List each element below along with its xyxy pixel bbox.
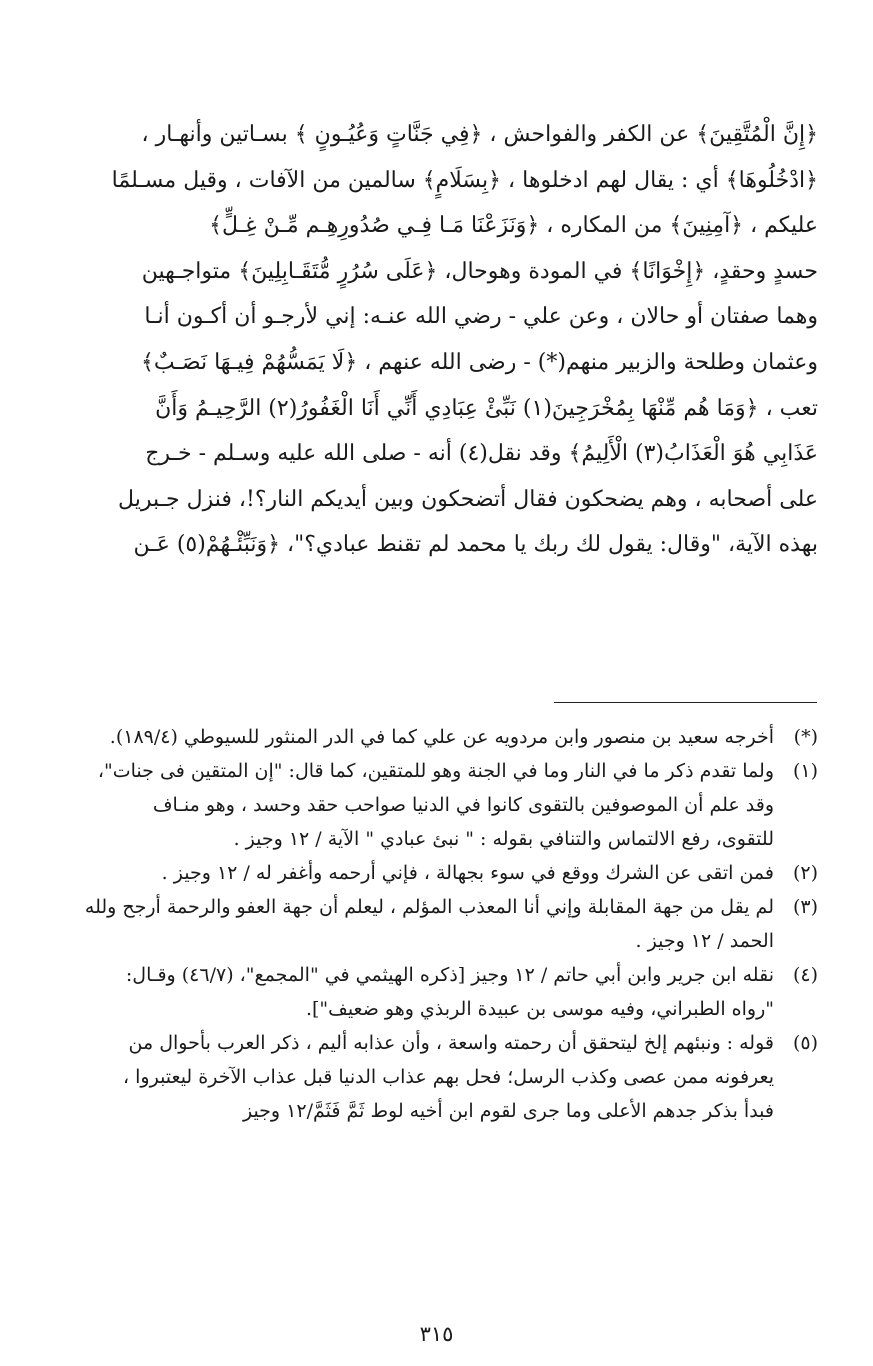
- body-line: وهما صفتان أو حالان ، وعن علي - رضي الله عنـه: إني لأرجـو أن أكـون أنـا: [144, 304, 818, 330]
- footnote-1: [76, 754, 818, 856]
- footnote-line: فمن اتقى عن الشرك ووقع في سوء بجهالة ، فإني أرحمه وأغفر له / ١٢ وجيز .: [161, 862, 774, 884]
- footnote-line: للتقوى، رفع الالتماس والتنافي بقوله : " نبئ عبادي " الآية / ١٢ وجيز .: [233, 828, 774, 850]
- footnote-line: الحمد / ١٢ وجيز .: [635, 930, 774, 952]
- footnote-mark: (١): [792, 760, 818, 782]
- footnote-divider: [554, 702, 817, 703]
- footnote-mark: (٥): [792, 1032, 818, 1054]
- footnote-mark: (٣): [792, 896, 818, 918]
- body-line: حسدٍ وحقدٍ، ﴿إِخْوَانًا﴾ في المودة وهوحال، ﴿عَلَى سُرُرٍ مُّتَقَـابِلِينَ﴾ متواجـهين: [141, 258, 818, 284]
- footnote-line: "رواه الطبراني، وفيه موسى بن عبيدة الربذي وهو ضعيف"].: [305, 998, 774, 1020]
- footnote-line: لم يقل من جهة المقابلة وإني أنا المعذب المؤلم ، ليعلم أن جهة العفو والرحمة أرجح ولله: [84, 896, 774, 918]
- footnote-3: [76, 890, 818, 958]
- footnote-line: ولما تقدم ذكر ما في النار وما في الجنة وهو للمتقين، كما قال: "إن المتقين فى جنات"،: [97, 760, 774, 782]
- page-number: ٣١٥: [419, 1322, 454, 1346]
- body-line: وعثمان وطلحة والزبير منهم(*) - رضى الله عنهم ، ﴿لَا يَمَسُّهُمْ فِيـهَا نَصَـبٌ﴾: [140, 349, 818, 375]
- footnote-line: وقد علم أن الموصوفين بالتقوى كانوا في الدنيا صواحب حقد وحسد ، وهو منـاف: [152, 794, 774, 816]
- footnote-2: [76, 856, 818, 890]
- footnote-line: نقله ابن جرير وابن أبي حاتم / ١٢ وجيز [ذكره الهيثمي في "المجمع"، (٤٦/٧) وقـال:: [125, 964, 774, 986]
- body-line: ﴿إِنَّ الْمُتَّقِينَ﴾ عن الكفر والفواحش ، ﴿فِي جَنَّاتٍ وَعُيُـونٍ ﴾ بسـاتين وأنهـار ،: [141, 122, 818, 147]
- footnote-mark: (*): [793, 726, 818, 748]
- footnote-4: [76, 958, 818, 1026]
- body-line: تعب ، ﴿وَمَا هُم مِّنْهَا بِمُخْرَجِينَ(١) نَبِّئْ عِبَادِي أَنِّي أَنَا الْغَفُورُ(٢) الرَّحِيـمُ وَأَنَّ: [155, 395, 818, 421]
- body-line: عَذَابِي هُوَ الْعَذَابُ(٣) الْأَلِيمُ﴾ وقد نقل(٤) أنه - صلى الله عليه وسـلم - خـرج: [145, 441, 818, 467]
- footnote-line: قوله : ونبئهم إلخ ليتحقق أن رحمته واسعة ، وأن عذابه أليم ، ذكر العرب بأحوال من: [128, 1032, 774, 1054]
- body-line: على أصحابه ، وهم يضحكون فقال أتضحكون وبين أيديكم النار؟!، فنزل جـبريل: [118, 486, 818, 512]
- body-line: عليكم ، ﴿آمِنِينَ﴾ من المكاره ، ﴿وَنَزَعْنَا مَـا فِـي صُدُورِهِـم مِّـنْ غِـلٍّ﴾: [209, 213, 818, 239]
- footnotes: [76, 720, 818, 1128]
- footnote-5: [76, 1026, 818, 1128]
- footnote-mark: (٤): [792, 964, 818, 986]
- footnote-line: أخرجه سعيد بن منصور وابن مردويه عن علي كما في الدر المنثور للسيوطي (١٨٩/٤).: [109, 726, 774, 748]
- footnote-star: [76, 720, 818, 754]
- main-body-text: [76, 112, 818, 568]
- footnote-line: فبدأ بذكر جدهم الأعلى وما جرى لقوم ابن أخيه لوط ثَمَّ فَثَمَّ/١٢ وجيز: [242, 1100, 774, 1122]
- footnote-line: يعرفونه ممن عصى وكذب الرسل؛ فحل بهم عذاب الدنيا قبل عذاب الآخرة ليعتبروا ،: [122, 1066, 774, 1088]
- footnote-mark: (٢): [792, 862, 818, 884]
- body-line: ﴿ادْخُلُوهَا﴾ أي : يقال لهم ادخلوها ، ﴿بِسَلَامٍ﴾ سالمين من الآفات ، وقيل مسـلمًا: [111, 167, 818, 193]
- body-line: بهذه الآية، "وقال: يقول لك ربك يا محمد لم تقنط عبادي؟"، ﴿وَنَبِّئْـهُمْ(٥) عَـن: [133, 532, 818, 558]
